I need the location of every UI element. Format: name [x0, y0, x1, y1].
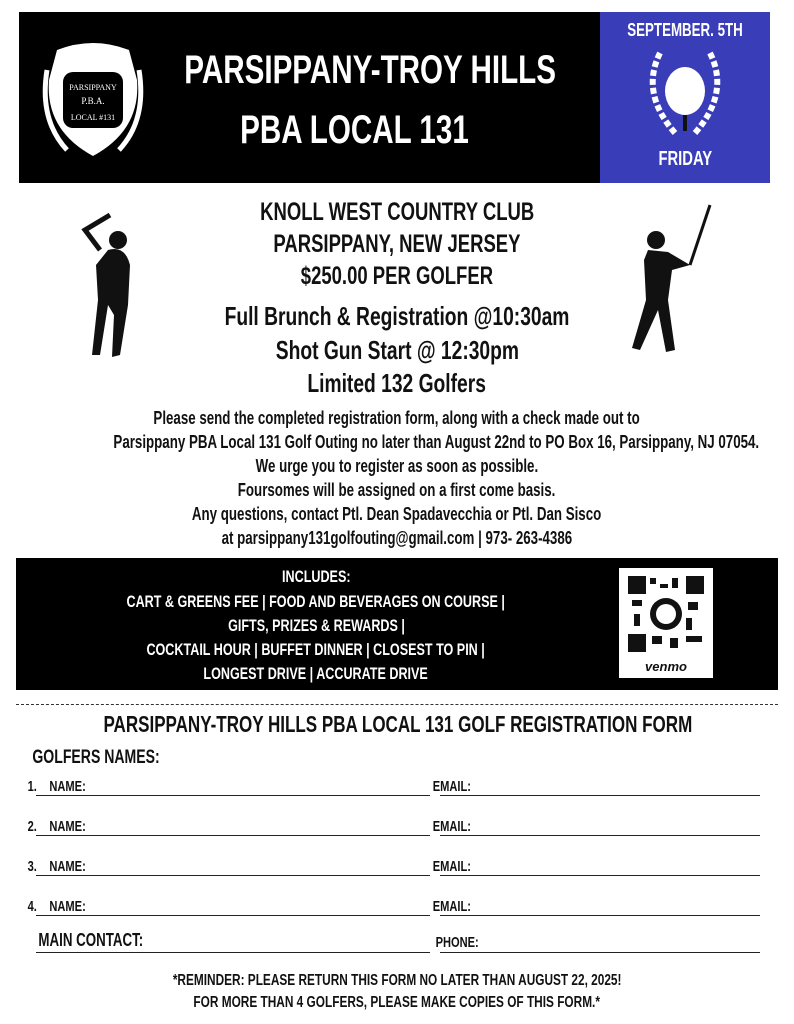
phone-label: PHONE:	[435, 934, 479, 951]
svg-text:LOCAL #131: LOCAL #131	[70, 113, 116, 122]
name-field[interactable]	[36, 915, 430, 916]
includes-heading: INCLUDES:	[281, 567, 351, 586]
row-number: 4.	[27, 898, 37, 915]
email-field[interactable]	[440, 795, 760, 796]
email-label: EMAIL:	[432, 778, 471, 795]
main-contact-label: MAIN CONTACT:	[38, 930, 144, 950]
name-label: NAME:	[49, 858, 86, 875]
title-line-2: PBA LOCAL 131	[239, 108, 469, 152]
reminder-line-1: *REMINDER: PLEASE RETURN THIS FORM NO LATER THAN AUGUST 22, 2025!	[172, 972, 622, 989]
cut-line	[16, 704, 778, 705]
name-field[interactable]	[36, 875, 430, 876]
contact-line: at parsippany131golfouting@gmail.com | 973- 263-4386	[221, 528, 573, 548]
email-field[interactable]	[440, 875, 760, 876]
qr-code-icon	[626, 574, 706, 654]
event-date: SEPTEMBER. 5TH	[627, 20, 743, 40]
instruction-line: Parsippany PBA Local 131 Golf Outing no later than August 22nd to PO Box 16, Parsippany, NJ 07054.	[113, 432, 760, 452]
email-field[interactable]	[440, 915, 760, 916]
name-field[interactable]	[36, 795, 430, 796]
venmo-label: venmo	[645, 659, 687, 674]
location: PARSIPPANY, NEW JERSEY	[273, 230, 521, 258]
golfers-label: GOLFERS NAMES:	[32, 747, 160, 768]
row-number: 2.	[27, 818, 37, 835]
venue: KNOLL WEST COUNTRY CLUB	[259, 198, 535, 226]
venmo-qr-code[interactable]	[619, 568, 713, 678]
row-number: 3.	[27, 858, 37, 875]
email-field[interactable]	[440, 835, 760, 836]
start-time: Shot Gun Start @ 12:30pm	[275, 335, 519, 365]
golfer-limit: Limited 132 Golfers	[307, 368, 487, 398]
includes-line: LONGEST DRIVE | ACCURATE DRIVE	[203, 664, 429, 683]
reminder-line-2: FOR MORE THAN 4 GOLFERS, PLEASE MAKE COPIES OF THIS FORM.*	[193, 994, 601, 1011]
includes-line: CART & GREENS FEE | FOOD AND BEVERAGES ON COURSE |	[126, 592, 506, 611]
name-label: NAME:	[49, 818, 86, 835]
instruction-line: Foursomes will be assigned on a first come basis.	[238, 480, 556, 500]
name-label: NAME:	[49, 778, 86, 795]
email-label: EMAIL:	[432, 858, 471, 875]
instructions	[0, 406, 794, 550]
header-banner	[19, 12, 600, 183]
title-line-1: PARSIPPANY-TROY HILLS	[184, 48, 556, 92]
name-field[interactable]	[36, 835, 430, 836]
price: $250.00 PER GOLFER	[300, 262, 494, 290]
email-label: EMAIL:	[432, 818, 471, 835]
event-day: FRIDAY	[658, 148, 712, 170]
phone-field[interactable]	[440, 952, 760, 953]
golf-ball-laurel-icon	[640, 43, 730, 143]
includes-line: GIFTS, PRIZES & REWARDS |	[227, 616, 405, 635]
brunch-time: Full Brunch & Registration @10:30am	[224, 301, 570, 331]
includes-box	[16, 558, 778, 690]
date-panel	[600, 12, 770, 183]
instruction-line: Please send the completed registration form, along with a check made out to	[153, 408, 641, 428]
main-contact-field[interactable]	[36, 952, 430, 953]
includes-line: COCKTAIL HOUR | BUFFET DINNER | CLOSEST TO PIN |	[146, 640, 486, 659]
svg-text:PARSIPPANY: PARSIPPANY	[69, 83, 117, 92]
name-label: NAME:	[49, 898, 86, 915]
svg-text:P.B.A.: P.B.A.	[81, 96, 105, 106]
row-number: 1.	[27, 778, 37, 795]
email-label: EMAIL:	[432, 898, 471, 915]
form-title: PARSIPPANY-TROY HILLS PBA LOCAL 131 GOLF REGISTRATION FORM	[103, 711, 693, 737]
instruction-line: Any questions, contact Ptl. Dean Spadavecchia or Ptl. Dan Sisco	[192, 504, 602, 524]
instruction-line: We urge you to register as soon as possible.	[255, 456, 539, 476]
